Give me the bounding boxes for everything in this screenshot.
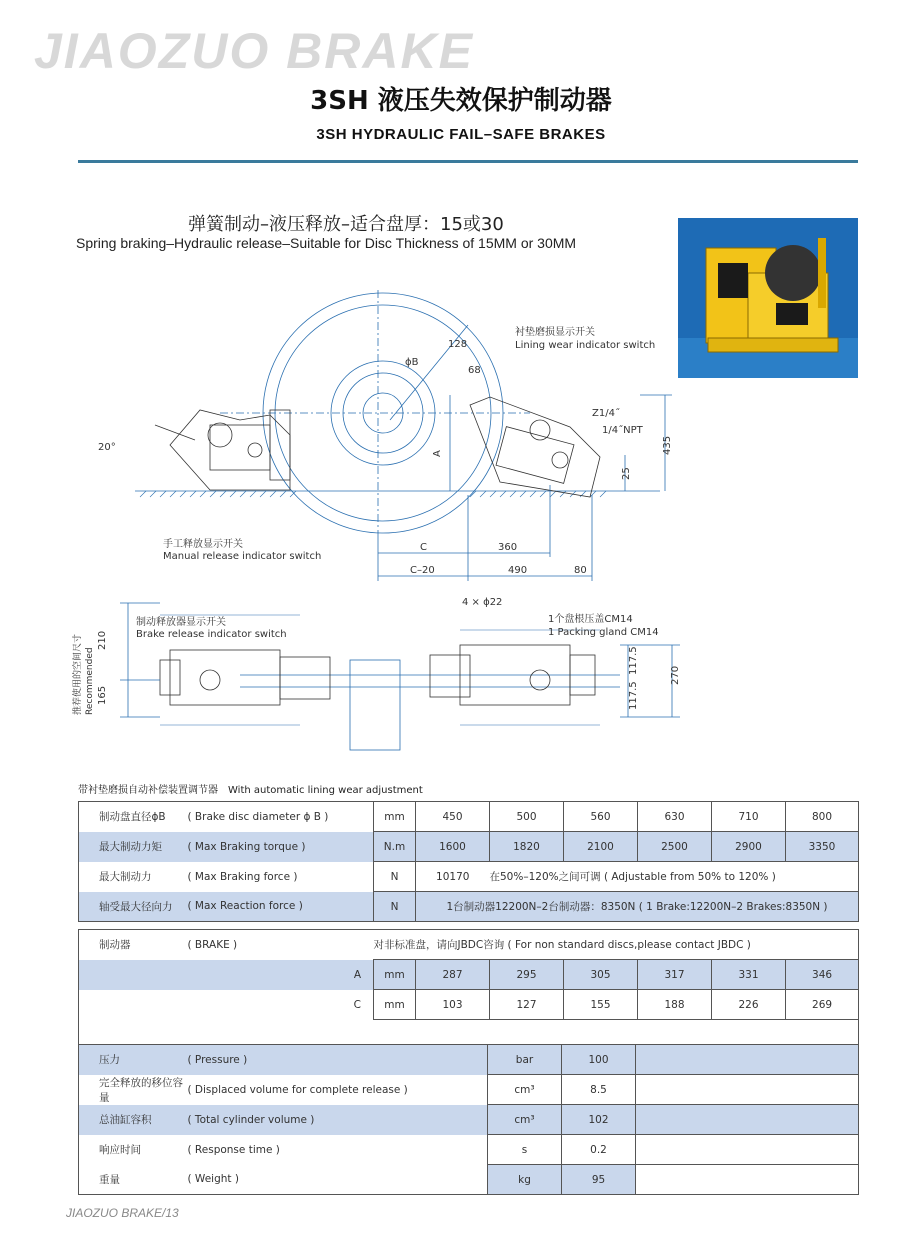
row-label-en: ( Pressure ): [184, 1045, 488, 1075]
row-label-cn: 制动盘直径ϕB: [99, 811, 166, 824]
value-cell: 3350: [786, 832, 859, 862]
value-cell: 287: [416, 960, 490, 990]
unit-cell: bar: [488, 1045, 562, 1075]
unit-cell: cm³: [488, 1105, 562, 1135]
table-caption: 带衬垫磨损自动补偿装置调节器 With automatic lining wear adjustment: [78, 785, 423, 796]
value-cell: 630: [638, 802, 712, 832]
value-cell: 305: [564, 960, 638, 990]
spec-table-main: [78, 801, 859, 922]
value-cell: 710: [712, 802, 786, 832]
page-footer: JIAOZUO BRAKE/13: [66, 1206, 179, 1220]
value-cell: 102: [562, 1105, 636, 1135]
label-packing-en: 1 Packing gland CM14: [548, 627, 659, 638]
value-cell: 560: [564, 802, 638, 832]
row-label-cn: 最大制动力: [99, 871, 152, 883]
table-row-braking-torque: [79, 832, 859, 862]
dim-128: 128: [448, 339, 468, 350]
dim-117-5-b: 117.5: [628, 681, 639, 710]
dim-25: 25: [621, 467, 632, 480]
row-label-en: ( Displaced volume for complete release ): [187, 1083, 408, 1096]
value-cell: 331: [712, 960, 786, 990]
empty-cell: [636, 1075, 859, 1105]
value-cell: 226: [712, 990, 786, 1020]
unit-cell: N.m: [374, 832, 416, 862]
value-cell: 450: [416, 802, 490, 832]
value-cell: 10170: [416, 862, 490, 892]
unit-cell: mm: [374, 960, 416, 990]
dim-label: C: [353, 998, 361, 1011]
subtitle-en: Spring braking–Hydraulic release–Suitable for Disc Thickness of 15MM or 30MM: [76, 235, 577, 251]
spec-table-dimensions: [78, 929, 859, 1045]
label-manual-cn: 手工释放显示开关: [163, 539, 243, 550]
page-title-en: 3SH HYDRAULIC FAIL–SAFE BRAKES: [316, 126, 606, 143]
brand-watermark: JIAOZUO BRAKE: [34, 23, 474, 79]
unit-cell: N: [374, 862, 416, 892]
dim-80: 80: [574, 565, 587, 576]
table-row-dim-A: [79, 960, 859, 990]
row-label-cn: 压力: [79, 1045, 184, 1075]
spec-table-hydraulic: [78, 1044, 859, 1195]
label-npt: 1/4˝NPT: [602, 425, 643, 436]
label-manual-en: Manual release indicator switch: [163, 551, 322, 562]
unit-cell: s: [488, 1135, 562, 1165]
row-label-en: ( Brake disc diameter ϕ B ): [187, 810, 329, 823]
dim-117-5-a: 117.5: [628, 646, 639, 675]
table-row-spacer: [79, 1020, 859, 1045]
label-lining-cn: 衬垫磨损显示开关: [515, 327, 595, 338]
dim-68: 68: [468, 365, 481, 376]
value-cell: 800: [786, 802, 859, 832]
table-row-pressure: [79, 1045, 859, 1075]
table-row-weight: [79, 1165, 859, 1195]
row-label-en: ( Total cylinder volume ): [184, 1105, 488, 1135]
unit-cell: mm: [374, 802, 416, 832]
table-row-braking-force: [79, 862, 859, 892]
table-row-dim-C: [79, 990, 859, 1020]
label-recommended-cn: 推荐使用的空间尺寸: [73, 633, 83, 715]
dim-210: 210: [97, 630, 108, 650]
product-photo: [678, 218, 858, 378]
row-label-cn: 响应时间: [99, 1144, 141, 1156]
value-cell: 100: [562, 1045, 636, 1075]
dim-C: C: [420, 542, 427, 553]
dim-435: 435: [662, 435, 673, 455]
value-cell: 346: [786, 960, 859, 990]
table-row-reaction-force: [79, 892, 859, 922]
dim-A: A: [432, 450, 443, 457]
value-cell: 188: [638, 990, 712, 1020]
dim-270: 270: [670, 665, 681, 685]
value-cell: 2500: [638, 832, 712, 862]
label-recommended-en: Recommended: [85, 647, 95, 715]
technical-drawing: [60, 285, 700, 760]
unit-cell: N: [374, 892, 416, 922]
row-label-cn: 最大制动力矩: [79, 832, 184, 862]
value-cell: 103: [416, 990, 490, 1020]
unit-cell: cm³: [488, 1075, 562, 1105]
label-lining-en: Lining wear indicator switch: [515, 340, 656, 351]
subtitle-cn: 弹簧制动–液压释放–适合盘厚：15或30: [188, 214, 504, 235]
row-label-cn: 总油缸容积: [79, 1105, 184, 1135]
brake-label-en: ( BRAKE ): [187, 938, 238, 951]
label-holes: 4 × ϕ22: [462, 597, 503, 608]
dim-360: 360: [498, 542, 518, 553]
adjustable-note: 在50%–120%之间可调 ( Adjustable from 50% to 120% ): [490, 862, 859, 892]
row-label-en: ( Max Reaction force ): [184, 892, 374, 922]
row-label-en: ( Response time ): [187, 1143, 280, 1156]
value-cell: 2100: [564, 832, 638, 862]
value-cell: 1820: [490, 832, 564, 862]
brake-label-cn: 制动器: [99, 939, 131, 952]
dim-label: A: [184, 960, 374, 990]
label-brake-release-cn: 制动释放器显示开关: [136, 617, 226, 628]
dim-C-20: C–20: [410, 565, 435, 576]
value-cell: 2900: [712, 832, 786, 862]
row-label-cn: 完全释放的移位容量: [99, 1076, 183, 1104]
header-rule: [78, 160, 858, 163]
table-row-displaced-volume: [79, 1075, 859, 1105]
row-label-en: ( Max Braking torque ): [184, 832, 374, 862]
label-packing-cn: 1个盘根压盖CM14: [548, 614, 633, 625]
empty-cell: [636, 1105, 859, 1135]
empty-cell: [636, 1165, 859, 1195]
value-cell: 1600: [416, 832, 490, 862]
dim-phiB: ϕB: [405, 357, 419, 368]
nonstandard-note: 对非标准盘，请向JBDC咨询 ( For non standard discs,please contact JBDC ): [373, 939, 751, 951]
value-cell: 155: [564, 990, 638, 1020]
row-label-cn: 重量: [79, 1165, 184, 1195]
table-row-brake-header: [79, 930, 859, 960]
value-cell: 317: [638, 960, 712, 990]
value-cell: 295: [490, 960, 564, 990]
value-cell: 8.5: [562, 1075, 636, 1105]
dim-490: 490: [508, 565, 528, 576]
unit-cell: kg: [488, 1165, 562, 1195]
empty-cell: [636, 1045, 859, 1075]
unit-cell: mm: [374, 990, 416, 1020]
value-cell: 127: [490, 990, 564, 1020]
value-cell: 269: [786, 990, 859, 1020]
table-row-response-time: [79, 1135, 859, 1165]
empty-cell: [636, 1135, 859, 1165]
value-cell: 500: [490, 802, 564, 832]
dim-20deg: 20°: [98, 442, 116, 453]
row-label-en: ( Weight ): [184, 1165, 488, 1195]
table-row-disc-diameter: [79, 802, 859, 832]
value-cell: 95: [562, 1165, 636, 1195]
table-row-cylinder-volume: [79, 1105, 859, 1135]
row-label-cn: 轴受最大径向力: [79, 892, 184, 922]
label-brake-release-en: Brake release indicator switch: [136, 629, 287, 640]
reaction-value: 1台制动器12200N–2台制动器：8350N ( 1 Brake:12200N–2 Brakes:8350N ): [416, 892, 859, 922]
dim-165: 165: [97, 685, 108, 705]
page-title-cn: 3SH 液压失效保护制动器: [310, 86, 612, 116]
label-z14: Z1/4˝: [592, 408, 620, 419]
row-label-en: ( Max Braking force ): [187, 870, 298, 883]
value-cell: 0.2: [562, 1135, 636, 1165]
